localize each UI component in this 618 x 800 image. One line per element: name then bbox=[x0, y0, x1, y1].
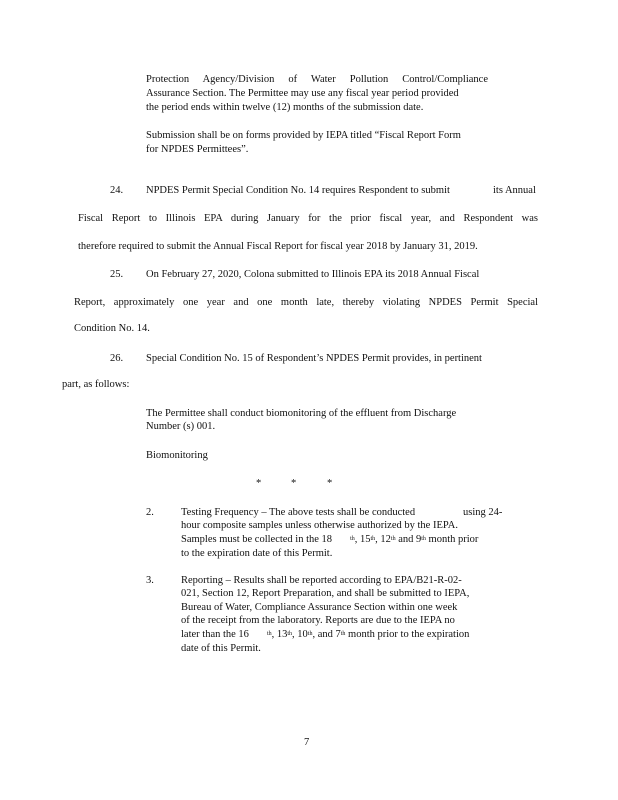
ellipsis-star: * bbox=[256, 478, 262, 489]
item2-line3c: , 12 bbox=[375, 534, 391, 545]
quote2-line2: Number (s) 001. bbox=[146, 421, 216, 432]
item2-line3e: month prior bbox=[425, 534, 479, 545]
item3-line5a: later than the 16 bbox=[181, 629, 249, 640]
item3-line3: Bureau of Water, Compliance Assurance Section within one week bbox=[181, 602, 458, 613]
item2-number: 2. bbox=[146, 507, 154, 518]
item3-line5d: , and 7 bbox=[312, 629, 341, 640]
item2-sup4: th bbox=[421, 536, 426, 542]
ellipsis-star: * bbox=[327, 478, 333, 489]
para26-line2: part, as follows: bbox=[62, 379, 130, 390]
page-number: 7 bbox=[304, 737, 310, 748]
quote1-line2: Assurance Section. The Permittee may use any fiscal year period provided bbox=[146, 88, 459, 99]
item3-line6: date of this Permit. bbox=[181, 643, 261, 654]
para25-line3: Condition No. 14. bbox=[74, 323, 150, 334]
item2-line2: hour composite samples unless otherwise authorized by the IEPA. bbox=[181, 520, 458, 531]
item2-sup3: th bbox=[390, 536, 396, 542]
item2-sup2: th bbox=[370, 536, 376, 542]
quote1-line3: the period ends within twelve (12) months of the submission date. bbox=[146, 102, 424, 113]
para25-line1: On February 27, 2020, Colona submitted to Illinois EPA its 2018 Annual Fiscal bbox=[146, 269, 480, 280]
item3-number: 3. bbox=[146, 575, 154, 586]
item3-line5c: , 10 bbox=[292, 629, 308, 640]
item2-line1b: using 24- bbox=[463, 507, 503, 518]
item3-line5b: , 13 bbox=[271, 629, 288, 640]
item3-sup1: th bbox=[266, 631, 272, 637]
item3-line2: 021, Section 12, Report Preparation, and shall be submitted to IEPA, bbox=[181, 588, 470, 599]
quote2-line1: The Permittee shall conduct biomonitoring of the effluent from Discharge bbox=[146, 408, 457, 419]
quote1-line4: Submission shall be on forms provided by IEPA titled “Fiscal Report Form bbox=[146, 130, 461, 141]
para25-number: 25. bbox=[110, 269, 124, 280]
item3-sup2: th bbox=[287, 631, 293, 637]
para26-line1: Special Condition No. 15 of Respondent’s NPDES Permit provides, in pertinent bbox=[146, 353, 482, 364]
item2-line3b: , 15 bbox=[354, 534, 371, 545]
item3-line1: Reporting – Results shall be reported according to EPA/B21-R-02- bbox=[181, 575, 462, 586]
quote1-line5: for NPDES Permittees”. bbox=[146, 144, 249, 155]
para24-line1b: its Annual bbox=[493, 185, 536, 196]
para24-line3: therefore required to submit the Annual Fiscal Report for fiscal year 2018 by January 31, 2019. bbox=[78, 241, 478, 252]
ellipsis-star: * bbox=[291, 478, 297, 489]
item3-line4: of the receipt from the laboratory. Reports are due to the IEPA no bbox=[181, 615, 455, 626]
item2-line3a: Samples must be collected in the 18 bbox=[181, 534, 333, 545]
item3-line5e: month prior to the expiration bbox=[345, 629, 470, 640]
para24-line2: Fiscal Report to Illinois EPA during January for the prior fiscal year, and Respondent was bbox=[78, 213, 538, 224]
para24-number: 24. bbox=[110, 185, 124, 196]
quote2-heading: Biomonitoring bbox=[146, 450, 208, 461]
item2-line1a: Testing Frequency – The above tests shall be conducted bbox=[181, 507, 416, 518]
item2-line3 bbox=[181, 534, 478, 546]
item3-sup4: th bbox=[340, 631, 346, 637]
para24-line1a: NPDES Permit Special Condition No. 14 requires Respondent to submit bbox=[146, 185, 450, 196]
item2-line3d: and 9 bbox=[395, 534, 422, 545]
para26-number: 26. bbox=[110, 353, 124, 364]
item3-sup3: th bbox=[307, 631, 313, 637]
item3-line5 bbox=[181, 629, 469, 641]
quote1-line1: Protection Agency/Division of Water Pollution Control/Compliance bbox=[146, 74, 488, 85]
para25-line2: Report, approximately one year and one month late, thereby violating NPDES Permit Special bbox=[74, 297, 538, 308]
item2-sup1: th bbox=[350, 536, 355, 542]
item2-line4: to the expiration date of this Permit. bbox=[181, 548, 333, 559]
